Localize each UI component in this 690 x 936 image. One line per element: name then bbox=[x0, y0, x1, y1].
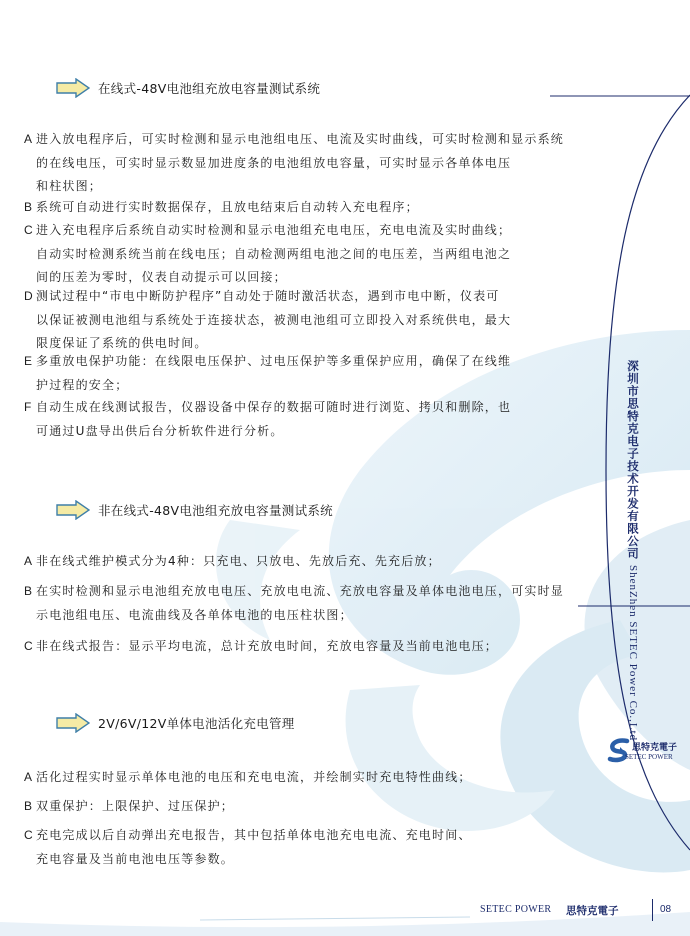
company-name-vertical bbox=[626, 360, 639, 741]
item-text: 进入放电程序后，可实时检测和显示电池组电压、电流及实时曲线，可实时检测和显示系统 bbox=[36, 132, 565, 146]
footer-brand-cn: 思特克電子 bbox=[566, 905, 619, 917]
item-1c bbox=[24, 219, 592, 290]
item-text: 双重保护：上限保护、过压保护； bbox=[36, 799, 235, 813]
footer-divider bbox=[652, 899, 653, 921]
section-title: 非在线式-48V电池组充放电容量测试系统 bbox=[98, 503, 333, 518]
footer-brand: SETEC POWER bbox=[480, 904, 552, 915]
arrow-icon bbox=[56, 500, 90, 520]
item-cont: 自动实时检测系统当前在线电压；自动检测两组电池之间的电压差，当两组电池之 bbox=[36, 246, 512, 261]
item-letter: C bbox=[24, 828, 34, 842]
item-letter: A bbox=[24, 554, 34, 568]
item-1b bbox=[24, 196, 592, 220]
item-text: 非在线式报告：显示平均电流，总计充放电时间，充放电容量及当前电池电压； bbox=[36, 639, 499, 653]
section-title: 2V/6V/12V单体电池活化充电管理 bbox=[98, 716, 295, 731]
item-text: 充电完成以后自动弹出充电报告，其中包括单体电池充电电流、充电时间、 bbox=[36, 828, 472, 842]
item-cont: 和柱状图； bbox=[36, 179, 103, 193]
item-3b bbox=[24, 795, 592, 819]
item-1a bbox=[24, 128, 592, 199]
section-heading-online bbox=[56, 78, 320, 98]
item-letter: D bbox=[24, 289, 34, 303]
item-2a bbox=[24, 550, 592, 574]
item-text: 在实时检测和显示电池组充放电电压、充放电电流、充放电容量及单体电池电压，可实时显 bbox=[36, 584, 565, 598]
company-name-en: ShenZhen SETEC Power Co.,Ltd bbox=[627, 564, 639, 741]
item-cont: 间的压差为零时，仪表自动提示可以回接； bbox=[36, 270, 287, 284]
item-letter: B bbox=[24, 200, 34, 214]
logo-text-cn: 思特克電子 bbox=[632, 743, 678, 753]
item-letter: C bbox=[24, 639, 34, 653]
arrow-icon bbox=[56, 78, 90, 98]
item-text: 多重放电保护功能：在线限电压保护、过电压保护等多重保护应用，确保了在线维 bbox=[36, 354, 512, 368]
item-3a bbox=[24, 766, 592, 790]
item-letter: F bbox=[24, 400, 33, 414]
item-3c bbox=[24, 824, 592, 871]
item-letter: B bbox=[24, 584, 34, 598]
item-cont: 限度保证了系统的供电时间。 bbox=[36, 336, 208, 350]
item-2b bbox=[24, 580, 592, 627]
item-1f bbox=[24, 396, 592, 443]
item-text: 系统可自动进行实时数据保存，且放电结束后自动转入充电程序； bbox=[36, 200, 419, 214]
section-heading-cell bbox=[56, 713, 295, 733]
arrow-icon bbox=[56, 713, 90, 733]
section-heading-offline bbox=[56, 500, 333, 520]
item-letter: A bbox=[24, 132, 34, 146]
item-cont: 示电池组电压、电流曲线及各单体电池的电压柱状图； bbox=[36, 607, 353, 622]
item-cont: 充电容量及当前电池电压等参数。 bbox=[36, 851, 235, 866]
item-letter: B bbox=[24, 799, 34, 813]
item-cont: 护过程的安全； bbox=[36, 377, 129, 392]
section-title: 在线式-48V电池组充放电容量测试系统 bbox=[98, 81, 321, 96]
item-text: 测试过程中“市电中断防护程序”自动处于随时激活状态，遇到市电中断，仪表可 bbox=[36, 289, 500, 303]
item-text: 进入充电程序后系统自动实时检测和显示电池组充电电压，充电电流及实时曲线； bbox=[36, 223, 512, 237]
item-letter: A bbox=[24, 770, 34, 784]
item-2c bbox=[24, 635, 592, 659]
item-letter: C bbox=[24, 223, 34, 237]
company-name-cn: 深圳市思特克电子技术开发有限公司 bbox=[626, 360, 640, 560]
item-letter: E bbox=[24, 354, 34, 368]
item-cont: 的在线电压，可实时显示数显加进度条的电池组放电容量，可实时显示各单体电压 bbox=[36, 155, 512, 170]
item-1e bbox=[24, 350, 592, 397]
item-cont: 以保证被测电池组与系统处于连接状态，被测电池组可立即投入对系统供电，最大 bbox=[36, 312, 512, 327]
item-text: 非在线式维护模式分为4种：只充电、只放电、先放后充、先充后放； bbox=[36, 554, 441, 568]
page-number: 08 bbox=[660, 904, 672, 915]
item-1d bbox=[24, 285, 592, 356]
item-cont: 可通过U盘导出供后台分析软件进行分析。 bbox=[36, 423, 284, 438]
logo-text-en: SETEC POWER bbox=[625, 753, 673, 761]
item-text: 自动生成在线测试报告，仪器设备中保存的数据可随时进行浏览、拷贝和删除，也 bbox=[36, 400, 512, 414]
item-text: 活化过程实时显示单体电池的电压和充电电流，并绘制实时充电特性曲线； bbox=[36, 770, 472, 784]
